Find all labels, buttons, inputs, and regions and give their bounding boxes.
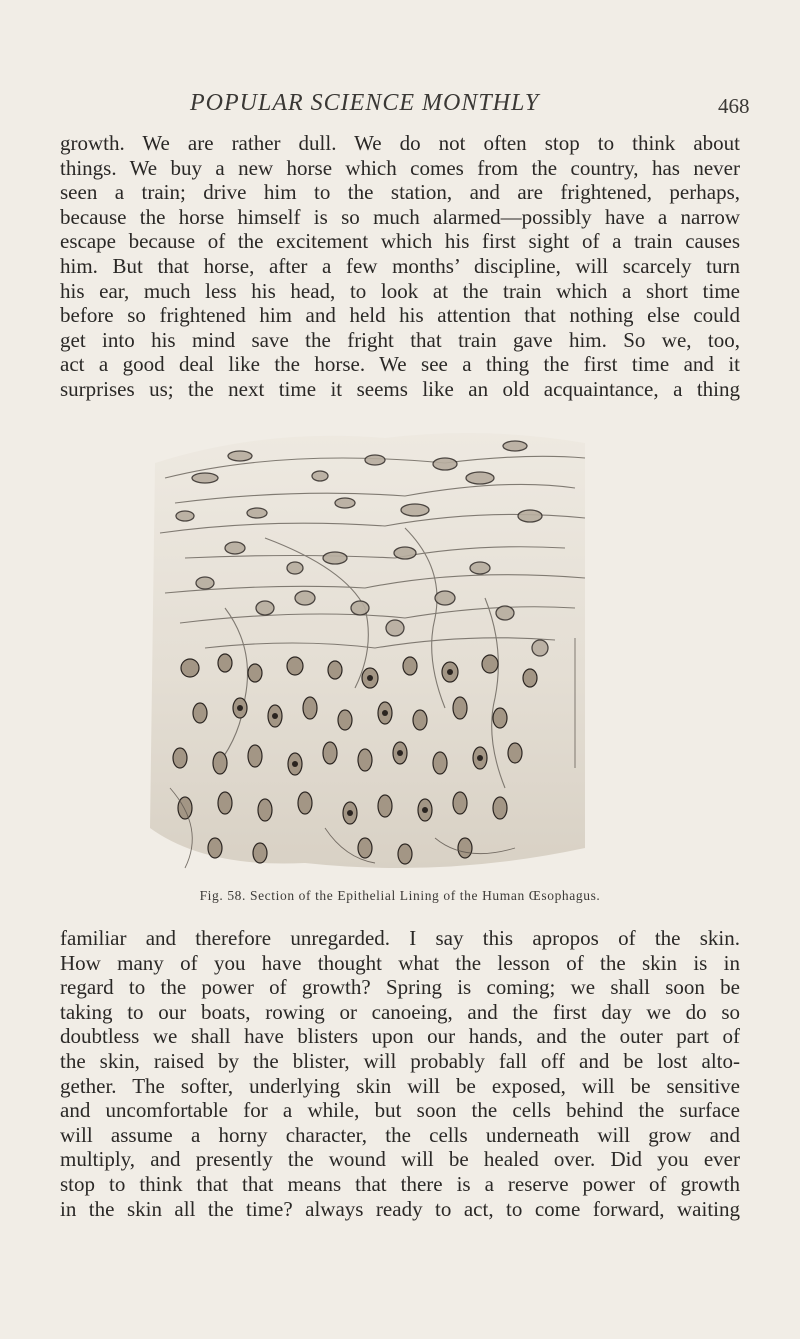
page-number: 468 [718, 94, 750, 118]
text-line: get into his mind save the fright that train gave him. So we, too, [60, 327, 740, 352]
text-line: surprises us; the next time it seems like an old acquaintance, a thing [60, 376, 740, 401]
text-line: in the skin all the time? always ready to act, to come forward, waiting [60, 1196, 740, 1221]
text-line: doubtless we shall have blisters upon our hands, and the outer part of [60, 1024, 740, 1049]
figure-caption: Fig. 58. Section of the Epithelial Lining of the Human Œsophagus. [199, 888, 601, 903]
text-line: growth. We are rather dull. We do not often stop to think about [60, 131, 740, 155]
text-line: multiply, and presently the wound will be healed over. Did you ever [60, 1147, 740, 1172]
text-line: will assume a horny character, the cells underneath will grow and [60, 1122, 740, 1147]
text-line: and uncomfortable for a while, but soon the cells behind the surface [60, 1098, 740, 1123]
text-line: him. But that horse, after a few months’ discipline, will scarcely turn [60, 253, 740, 278]
paragraph-2 [60, 926, 740, 1221]
text-line: gether. The softer, underlying skin will be exposed, will be sensitive [60, 1073, 740, 1098]
text-line: things. We buy a new horse which comes from the country, has never [60, 155, 740, 180]
text-line: stop to think that that means that there is a reserve power of growth [60, 1171, 740, 1196]
text-line: How many of you have thought what the lesson of the skin is in [60, 950, 740, 975]
text-line: escape because of the excitement which his first sight of a train causes [60, 229, 740, 254]
text-line: regard to the power of growth? Spring is coming; we shall soon be [60, 975, 740, 1000]
page-header [0, 90, 800, 124]
text-line: before so frightened him and held his attention that nothing else could [60, 303, 740, 328]
running-head: POPULAR SCIENCE MONTHLY [190, 90, 540, 116]
text-line: familiar and therefore unregarded. I say this apropos of the skin. [60, 926, 740, 950]
text-line: taking to our boats, rowing or canoeing, and the first day we do so [60, 999, 740, 1024]
text-line: his ear, much less his head, to look at the train which a short time [60, 278, 740, 303]
paragraph-1 [60, 131, 740, 402]
text-line: because the horse himself is so much alarmed—possibly have a narrow [60, 204, 740, 229]
epithelium-illustration [145, 408, 595, 878]
text-line: act a good deal like the horse. We see a thing the first time and it [60, 352, 740, 377]
text-line: seen a train; drive him to the station, and are frightened, perhaps, [60, 180, 740, 205]
text-line: the skin, raised by the blister, will probably fall off and be lost alto- [60, 1048, 740, 1073]
